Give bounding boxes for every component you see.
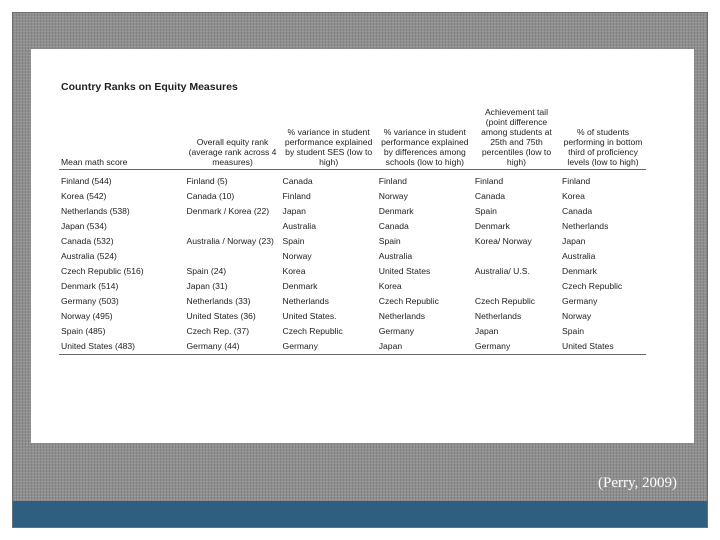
table-cell (473, 279, 560, 294)
table-cell: Netherlands (33) (186, 296, 251, 306)
table-cell: Japan (31) (186, 281, 228, 291)
table-cell: Germany (503) (61, 296, 119, 306)
table-cell: Czech Republic (378, 296, 439, 306)
table-cell: Netherlands (282, 296, 329, 306)
table-row (59, 324, 646, 339)
table-cell: Spain (485) (61, 326, 106, 336)
table-cell: Denmark (514) (61, 281, 119, 291)
table-cell: Spain (24) (186, 266, 227, 276)
table-cell: Germany (44) (185, 339, 281, 355)
table-cell: Finland (378, 176, 407, 186)
table-row (59, 189, 646, 204)
table-cell: Australia (378, 251, 413, 261)
table-cell: Denmark (562, 266, 597, 276)
table-cell: Korea (282, 266, 306, 276)
column-header: Overall equity rank (average rank across 4 measures) (185, 107, 281, 170)
table-cell: Czech Republic (562, 281, 623, 291)
table-cell: Japan (534) (61, 221, 107, 231)
table-cell: Australia (562, 251, 596, 261)
table-cell: Korea (542) (61, 191, 107, 201)
footer-bar (13, 501, 707, 527)
table-row (59, 249, 646, 264)
table-row (59, 234, 646, 249)
table-cell: Norway (378, 191, 408, 201)
table-cell: Czech Republic (474, 296, 536, 306)
slide (12, 12, 708, 528)
table-row (59, 309, 646, 324)
table-cell: Canada (378, 221, 409, 231)
table-cell: Canada (532) (61, 236, 114, 246)
table-cell: Finland (5) (186, 176, 228, 186)
table-row (59, 279, 646, 294)
table-cell: Germany (378, 326, 415, 336)
column-header: % of students performing in bottom third of proficiency levels (low to high) (560, 107, 646, 170)
table-cell: Australia / Norway (23) (186, 236, 274, 246)
table-cell: Korea/ Norway (474, 236, 532, 246)
table-cell: Finland (474, 176, 504, 186)
table-cell: Norway (282, 251, 312, 261)
table-cell: United States. (282, 311, 337, 321)
table-cell: Spain (282, 236, 305, 246)
table-cell: Finland (544) (61, 176, 112, 186)
table-cell: Spain (562, 326, 585, 336)
table-cell: Finland (282, 191, 311, 201)
table-cell: Korea (378, 281, 402, 291)
table-cell: Norway (562, 311, 592, 321)
table-cell (473, 249, 560, 264)
table-cell: United States (560, 339, 646, 355)
table-cell: Netherlands (474, 311, 522, 321)
table-title: Country Ranks on Equity Measures (61, 81, 238, 93)
table-cell: Netherlands (378, 311, 426, 321)
table-row (59, 339, 646, 355)
table-cell (185, 219, 281, 234)
table-cell: Australia/ U.S. (474, 266, 530, 276)
table-body (59, 170, 646, 355)
table-cell (185, 249, 281, 264)
table-cell: Japan (474, 326, 499, 336)
table-cell: United States (36) (186, 311, 256, 321)
table-cell: Netherlands (562, 221, 609, 231)
table-cell: Japan (282, 206, 306, 216)
column-header: % variance in student performance explained by differences among schools (low to high) (377, 107, 473, 170)
table-cell: Finland (562, 176, 591, 186)
table-row (59, 264, 646, 279)
table-cell: Norway (495) (61, 311, 113, 321)
table-cell: Czech Republic (516) (61, 266, 144, 276)
table-cell: Netherlands (538) (61, 206, 130, 216)
column-header: Mean math score (59, 107, 185, 170)
table-cell: Germany (562, 296, 598, 306)
table-row (59, 219, 646, 234)
table-row (59, 204, 646, 219)
table-cell: Canada (474, 191, 506, 201)
column-header: Achievement tail (point difference among students at 25th and 75th percentiles (low to high) (473, 107, 560, 170)
table-cell: United States (483) (59, 339, 185, 355)
table-header-row (59, 107, 646, 170)
table-cell: Japan (377, 339, 473, 355)
table-row (59, 170, 646, 190)
equity-table (59, 107, 646, 355)
table-cell: Czech Rep. (37) (186, 326, 250, 336)
table-cell: Denmark / Korea (22) (186, 206, 270, 216)
table-cell: Denmark (378, 206, 414, 216)
table-row (59, 294, 646, 309)
table-cell: Spain (378, 236, 401, 246)
table-cell: Korea (562, 191, 585, 201)
table-cell: Czech Republic (282, 326, 343, 336)
table-cell: Canada (282, 176, 313, 186)
table-cell: United States (378, 266, 431, 276)
citation: (Perry, 2009) (597, 475, 677, 491)
table-cell: Canada (562, 206, 593, 216)
table-cell: Germany (473, 339, 560, 355)
column-header: % variance in student performance explained by student SES (low to high) (281, 107, 377, 170)
table-cell: Japan (562, 236, 586, 246)
table-panel (31, 49, 694, 443)
table-cell: Australia (282, 221, 316, 231)
table-cell: Denmark (282, 281, 318, 291)
table-cell: Spain (474, 206, 497, 216)
table-cell: Denmark (474, 221, 510, 231)
table-cell: Canada (10) (186, 191, 235, 201)
table-cell: Germany (281, 339, 377, 355)
table-cell: Australia (524) (61, 251, 117, 261)
